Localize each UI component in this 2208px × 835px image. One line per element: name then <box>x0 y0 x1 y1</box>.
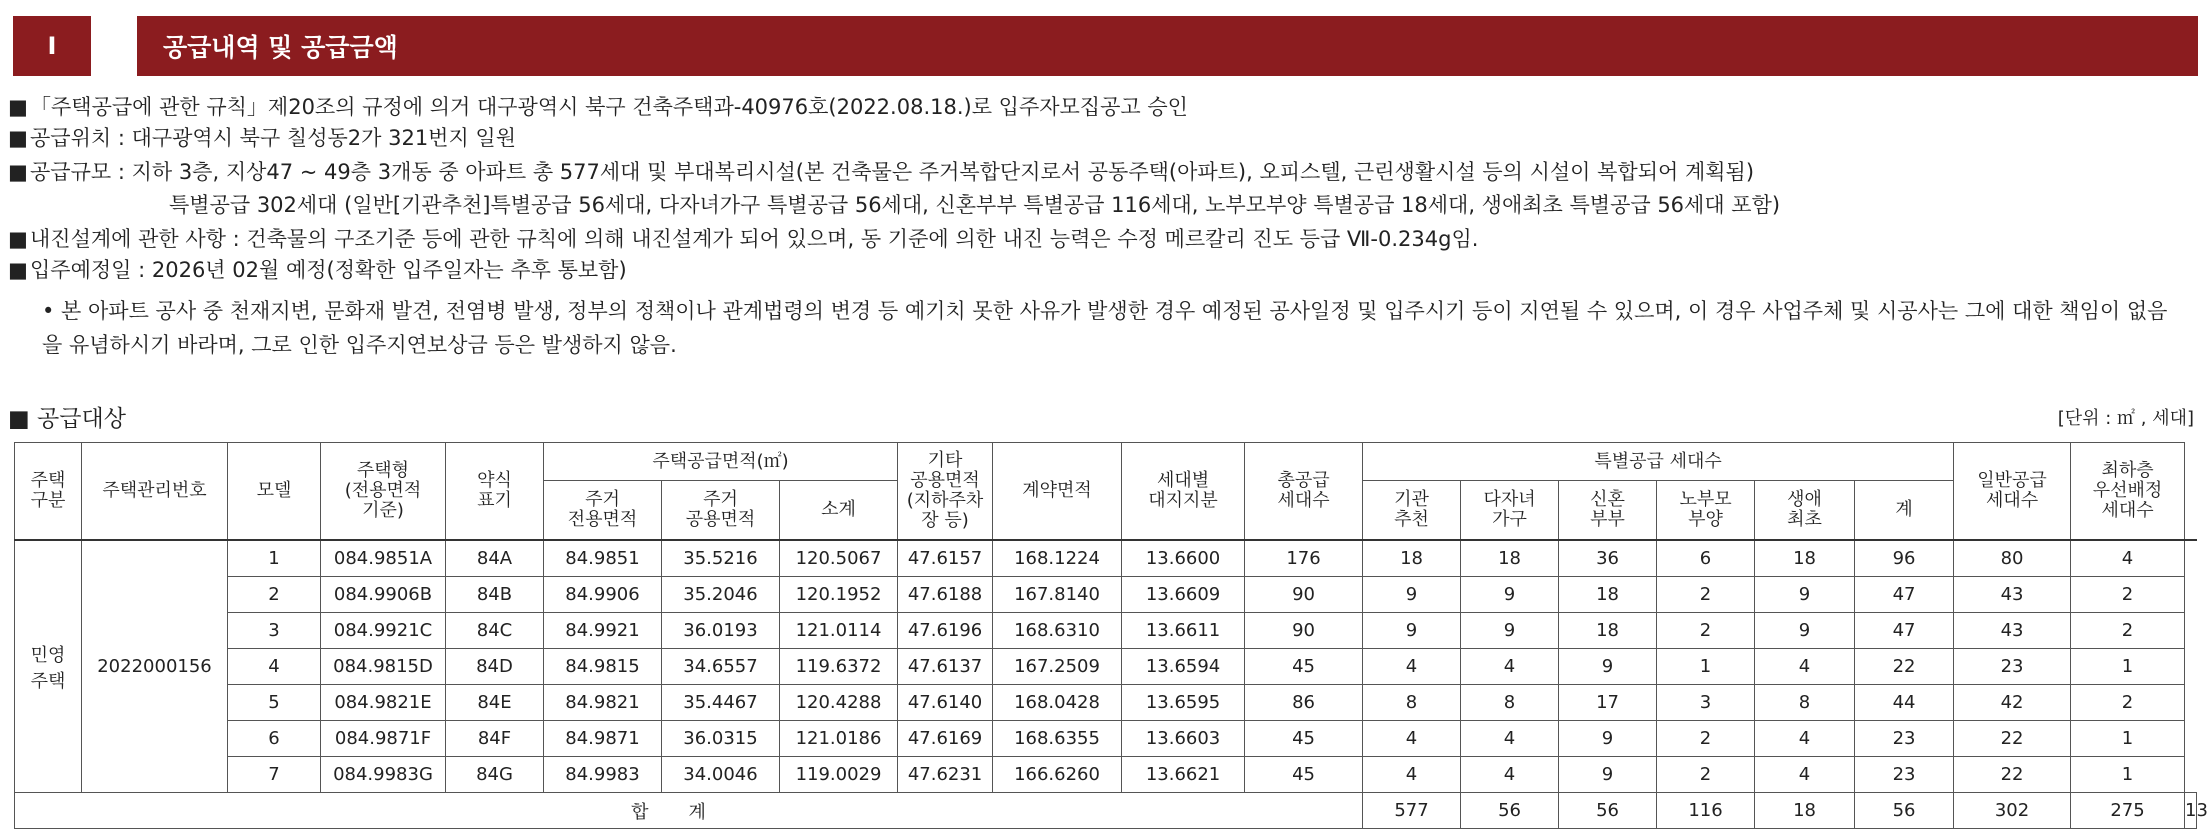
bullet-location: ■ 공급위치 : 대구광역시 북구 칠성동2가 321번지 일원 <box>8 126 517 150</box>
table-cell: 2 <box>2071 577 2185 613</box>
table-cell: 5 <box>228 685 321 721</box>
table-cell: 47 <box>1855 613 1954 649</box>
table-cell: 84.9983 <box>544 757 662 793</box>
table-cell: 176 <box>1245 540 1363 577</box>
supply-table <box>14 442 2208 829</box>
table-cell: 13.6600 <box>1122 540 1245 577</box>
th-first-time: 생애 최초 <box>1755 481 1855 541</box>
th-subtotal: 소계 <box>780 481 898 541</box>
table-cell: 9 <box>1461 577 1559 613</box>
th-abbrev: 약식 표기 <box>446 443 544 541</box>
table-cell: 47.6188 <box>898 577 993 613</box>
table-cell: 84C <box>446 613 544 649</box>
total-cell: 116 <box>1657 793 1755 829</box>
th-newlywed: 신혼 부부 <box>1559 481 1657 541</box>
delay-note: • 본 아파트 공사 중 천재지변, 문화재 발견, 전염병 발생, 정부의 정책이나 관계법령의 변경 등 예기치 못한 사유가 발생한 경우 예정된 공사일정 및 입주시기 등이 지연될 수 있으며, 이 경우 사업주체 및 시공사는 그에 대한 책임이 없음을 유념하시기 바라며, 그로 인한 입주지연보상금 등은 발생하지 않음. <box>42 299 2168 357</box>
table-cell: 43 <box>1954 577 2071 613</box>
section-header <box>13 16 2198 76</box>
table-cell: 13.6594 <box>1122 649 1245 685</box>
table-cell: 84.9815 <box>544 649 662 685</box>
table-cell: 47.6196 <box>898 613 993 649</box>
table-cell: 96 <box>1855 540 1954 577</box>
table-cell: 119.6372 <box>780 649 898 685</box>
table-cell: 8 <box>1461 685 1559 721</box>
th-model: 모델 <box>228 443 321 541</box>
table-cell: 18 <box>1559 577 1657 613</box>
th-min-floor: 최하층 우선배정 세대수 <box>2071 443 2185 541</box>
table-cell: 35.4467 <box>662 685 780 721</box>
table-cell: 167.2509 <box>993 649 1122 685</box>
table-cell: 4 <box>228 649 321 685</box>
bullet-scale: ■ 공급규모 : 지하 3층, 지상47 ~ 49층 3개동 중 아파트 총 577세대 및 부대복리시설(본 건축물은 주거복합단지로서 공동주택(아파트), 오피스텔, 근린생활시설 등의 시설이 복합되어 계획됨) <box>8 160 1755 184</box>
table-cell: 13.6621 <box>1122 757 1245 793</box>
th-total-supply: 총공급 세대수 <box>1245 443 1363 541</box>
bullet-seismic: ■ 내진설계에 관한 사항 : 건축물의 구조기준 등에 관한 규칙에 의해 내진설계가 되어 있으며, 동 기준에 의한 내진 능력은 수정 메르칼리 진도 등급 Ⅶ-0.234g임. <box>8 227 1479 251</box>
section-title: 공급내역 및 공급금액 <box>137 16 2198 76</box>
table-cell: 84.9851 <box>544 540 662 577</box>
table-cell: 8 <box>1755 685 1855 721</box>
table-cell: 084.9921C <box>321 613 446 649</box>
table-cell: 2 <box>2071 685 2185 721</box>
table-cell: 2 <box>2071 613 2185 649</box>
th-institution: 기관 추천 <box>1363 481 1461 541</box>
table-cell: 1 <box>2071 721 2185 757</box>
th-housing-type: 주택 구분 <box>15 443 82 541</box>
table-cell: 168.1224 <box>993 540 1122 577</box>
total-cell: 18 <box>1755 793 1855 829</box>
mgmt-no-cell: 2022000156 <box>82 540 228 793</box>
total-cell: 302 <box>1954 793 2071 829</box>
table-cell: 86 <box>1245 685 1363 721</box>
table-cell: 13.6595 <box>1122 685 1245 721</box>
table-cell: 120.5067 <box>780 540 898 577</box>
table-cell: 168.6355 <box>993 721 1122 757</box>
th-other-common: 기타 공용면적 (지하주차 장 등) <box>898 443 993 541</box>
total-cell: 577 <box>1363 793 1461 829</box>
total-cell: 275 <box>2071 793 2185 829</box>
table-cell: 1 <box>2071 757 2185 793</box>
table-cell: 084.9871F <box>321 721 446 757</box>
table-cell: 9 <box>1363 577 1461 613</box>
table-cell: 9 <box>1461 613 1559 649</box>
table-cell: 1 <box>2071 649 2185 685</box>
table-cell: 084.9906B <box>321 577 446 613</box>
table-cell: 47 <box>1855 577 1954 613</box>
table-cell: 1 <box>228 540 321 577</box>
table-cell: 80 <box>1954 540 2071 577</box>
table-cell: 4 <box>2071 540 2185 577</box>
table-cell: 84F <box>446 721 544 757</box>
unit-label: [단위 : ㎡ , 세대] <box>2057 408 2194 429</box>
th-excl-area: 주거 전용면적 <box>544 481 662 541</box>
table-cell: 84A <box>446 540 544 577</box>
table-cell: 45 <box>1245 649 1363 685</box>
table-cell: 90 <box>1245 613 1363 649</box>
table-cell: 44 <box>1855 685 1954 721</box>
table-row <box>15 613 2197 649</box>
th-mgmt-no: 주택관리번호 <box>82 443 228 541</box>
table-cell: 4 <box>1363 649 1461 685</box>
th-area-group: 주택공급면적(㎡) <box>544 443 898 481</box>
table-cell: 22 <box>1954 721 2071 757</box>
total-row <box>15 793 2197 829</box>
table-cell: 90 <box>1245 577 1363 613</box>
total-cell: 56 <box>1855 793 1954 829</box>
table-cell: 4 <box>1461 721 1559 757</box>
th-common-area: 주거 공용면적 <box>662 481 780 541</box>
table-cell: 2 <box>1657 757 1755 793</box>
table-cell: 47.6169 <box>898 721 993 757</box>
table-cell: 1 <box>1657 649 1755 685</box>
table-cell: 167.8140 <box>993 577 1122 613</box>
table-cell: 84.9821 <box>544 685 662 721</box>
table-cell: 119.0029 <box>780 757 898 793</box>
th-special-group: 특별공급 세대수 <box>1363 443 1954 481</box>
th-house-type: 주택형 (전용면적 기준) <box>321 443 446 541</box>
table-cell: 168.0428 <box>993 685 1122 721</box>
total-label: 합계 <box>15 793 1363 829</box>
housing-type-cell: 민영 주택 <box>15 540 82 793</box>
table-cell: 84B <box>446 577 544 613</box>
table-cell: 23 <box>1855 721 1954 757</box>
th-multi-child: 다자녀 가구 <box>1461 481 1559 541</box>
table-cell: 84E <box>446 685 544 721</box>
table-row <box>15 577 2197 613</box>
table-cell: 4 <box>1755 757 1855 793</box>
table-cell: 2 <box>1657 721 1755 757</box>
bullet-move-in: ■ 입주예정일 : 2026년 02월 예정(정확한 입주일자는 추후 통보함) <box>8 258 627 282</box>
table-cell: 084.9851A <box>321 540 446 577</box>
table-cell: 3 <box>1657 685 1755 721</box>
table-cell: 9 <box>1559 721 1657 757</box>
table-cell: 4 <box>1461 757 1559 793</box>
table-cell: 18 <box>1559 613 1657 649</box>
table-cell: 8 <box>1363 685 1461 721</box>
table-cell: 084.9983G <box>321 757 446 793</box>
table-cell: 084.9815D <box>321 649 446 685</box>
table-cell: 9 <box>1363 613 1461 649</box>
table-cell: 17 <box>1559 685 1657 721</box>
table-cell: 2 <box>1657 577 1755 613</box>
table-cell: 47.6157 <box>898 540 993 577</box>
table-cell: 22 <box>1855 649 1954 685</box>
table-cell: 4 <box>1461 649 1559 685</box>
table-cell: 35.2046 <box>662 577 780 613</box>
bullet-approval: ■ 「주택공급에 관한 규칙」제20조의 규정에 의거 대구광역시 북구 건축주택과-40976호(2022.08.18.)로 입주자모집공고 승인 <box>8 95 1188 119</box>
table-row <box>15 757 2197 793</box>
th-contract-area: 계약면적 <box>993 443 1122 541</box>
table-cell: 36 <box>1559 540 1657 577</box>
table-cell: 18 <box>1363 540 1461 577</box>
table-cell: 34.0046 <box>662 757 780 793</box>
table-cell: 3 <box>228 613 321 649</box>
th-special-total: 계 <box>1855 481 1954 541</box>
table-cell: 4 <box>1755 649 1855 685</box>
table-cell: 13.6609 <box>1122 577 1245 613</box>
table-cell: 6 <box>228 721 321 757</box>
table-cell: 9 <box>1755 577 1855 613</box>
table-cell: 166.6260 <box>993 757 1122 793</box>
bullet-scale-special: 특별공급 302세대 (일반[기관추천]특별공급 56세대, 다자녀가구 특별공급 56세대, 신혼부부 특별공급 116세대, 노부모부양 특별공급 18세대, 생애최초 특별공급 56세대 포함) <box>169 193 1781 217</box>
table-cell: 84.9871 <box>544 721 662 757</box>
table-cell: 43 <box>1954 613 2071 649</box>
table-cell: 121.0186 <box>780 721 898 757</box>
table-cell: 4 <box>1363 757 1461 793</box>
table-cell: 9 <box>1755 613 1855 649</box>
table-cell: 18 <box>1755 540 1855 577</box>
table-cell: 18 <box>1461 540 1559 577</box>
table-cell: 34.6557 <box>662 649 780 685</box>
table-cell: 47.6140 <box>898 685 993 721</box>
table-cell: 36.0193 <box>662 613 780 649</box>
table-cell: 2 <box>228 577 321 613</box>
th-land-share: 세대별 대지지분 <box>1122 443 1245 541</box>
table-cell: 121.0114 <box>780 613 898 649</box>
table-row <box>15 540 2197 577</box>
table-cell: 45 <box>1245 757 1363 793</box>
section-number: Ⅰ <box>13 16 91 76</box>
table-cell: 22 <box>1954 757 2071 793</box>
table-cell: 13.6611 <box>1122 613 1245 649</box>
total-cell: 13 <box>2185 793 2197 829</box>
table-cell: 36.0315 <box>662 721 780 757</box>
table-cell: 7 <box>228 757 321 793</box>
table-cell: 35.5216 <box>662 540 780 577</box>
table-cell: 9 <box>1559 757 1657 793</box>
table-cell: 84.9921 <box>544 613 662 649</box>
table-cell: 23 <box>1954 649 2071 685</box>
table-cell: 47.6231 <box>898 757 993 793</box>
table-cell: 84.9906 <box>544 577 662 613</box>
total-cell: 56 <box>1559 793 1657 829</box>
table-cell: 13.6603 <box>1122 721 1245 757</box>
table-row <box>15 685 2197 721</box>
table-cell: 84G <box>446 757 544 793</box>
table-cell: 084.9821E <box>321 685 446 721</box>
table-cell: 47.6137 <box>898 649 993 685</box>
table-cell: 4 <box>1363 721 1461 757</box>
table-cell: 2 <box>1657 613 1755 649</box>
supply-table-body <box>15 540 2197 793</box>
total-cell: 56 <box>1461 793 1559 829</box>
th-general-supply: 일반공급 세대수 <box>1954 443 2071 541</box>
table-cell: 168.6310 <box>993 613 1122 649</box>
th-elderly: 노부모 부양 <box>1657 481 1755 541</box>
table-cell: 23 <box>1855 757 1954 793</box>
table-cell: 120.1952 <box>780 577 898 613</box>
table-cell: 4 <box>1755 721 1855 757</box>
supply-title: ■ 공급대상 <box>8 406 126 432</box>
table-cell: 45 <box>1245 721 1363 757</box>
table-cell: 42 <box>1954 685 2071 721</box>
table-row <box>15 649 2197 685</box>
table-cell: 120.4288 <box>780 685 898 721</box>
table-cell: 9 <box>1559 649 1657 685</box>
table-row <box>15 721 2197 757</box>
table-cell: 84D <box>446 649 544 685</box>
table-cell: 6 <box>1657 540 1755 577</box>
